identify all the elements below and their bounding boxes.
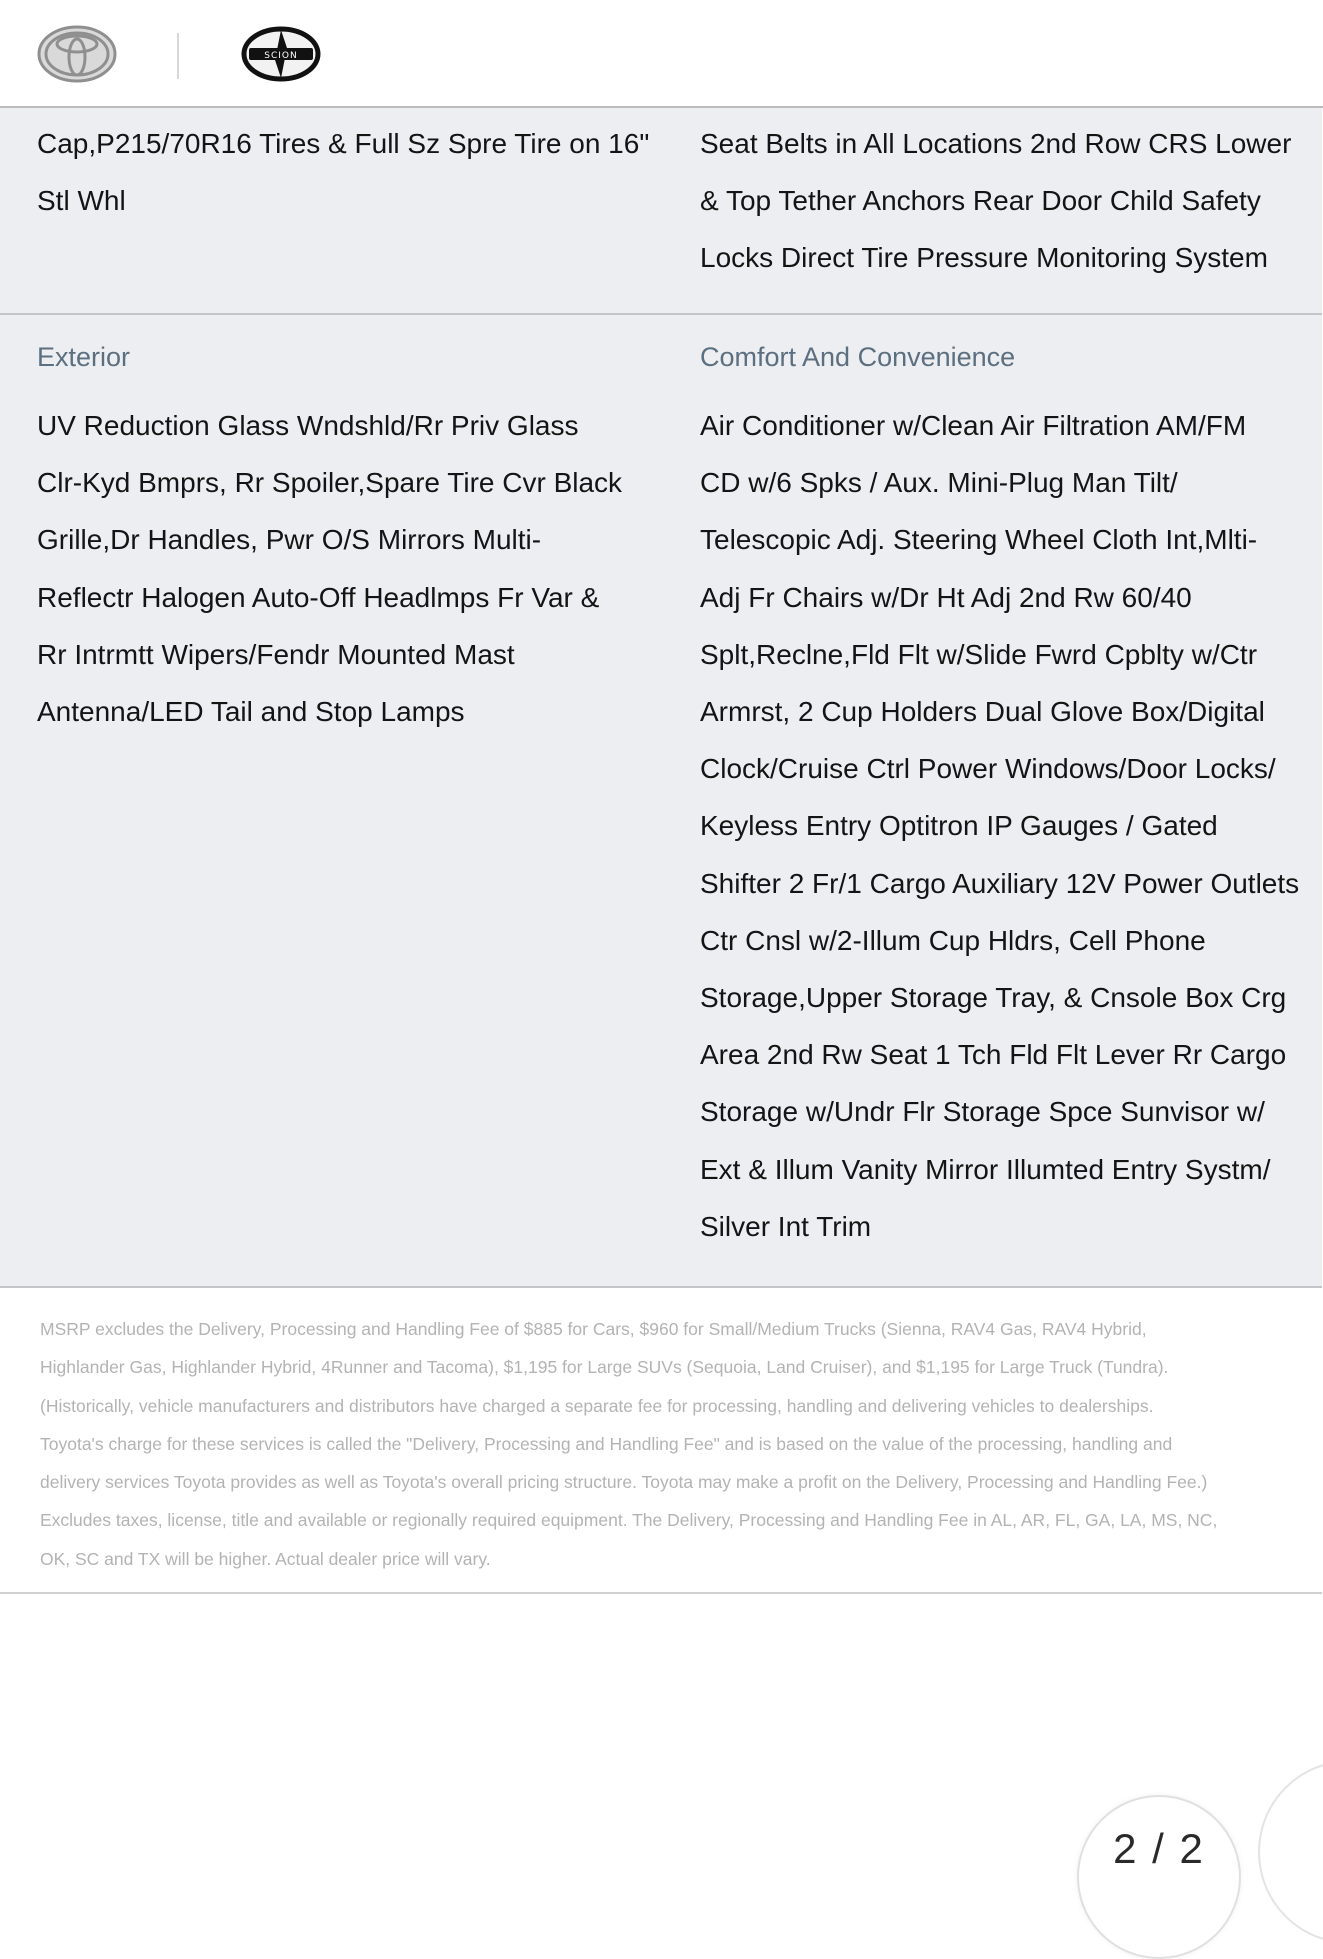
logo-divider xyxy=(177,33,179,79)
feature-line: Antenna/LED Tail and Stop Lamps xyxy=(37,696,465,728)
feature-line: Clr-Kyd Bmprs, Rr Spoiler,Spare Tire Cvr Black xyxy=(37,467,623,499)
feature-line: Armrst, 2 Cup Holders Dual Glove Box/Digital xyxy=(700,696,1265,728)
feature-line: Keyless Entry Optitron IP Gauges / Gated xyxy=(700,810,1218,842)
document-header xyxy=(0,0,1323,107)
feature-line: Reflectr Halogen Auto-Off Headlmps Fr Var & xyxy=(37,581,600,613)
disclaimer-line: Toyota's charge for these services is called the "Delivery, Processing and Handling Fee" and is based on the value of the processing, handling and xyxy=(40,1433,1173,1454)
page-counter-label: 2 / 2 xyxy=(1113,1825,1205,1872)
feature-line: Telescopic Adj. Steering Wheel Cloth Int,Mlti- xyxy=(700,524,1258,556)
page-counter xyxy=(1077,1795,1241,1959)
disclaimer-line: Excludes taxes, license, title and available or regionally required equipment. The Delivery, Processing and Handling Fee in AL, AR, FL, GA, LA, MS, NC, xyxy=(40,1510,1218,1531)
scion-emblem-icon xyxy=(241,26,321,82)
feature-line: & Top Tether Anchors Rear Door Child Safety xyxy=(700,185,1261,217)
feature-line: Splt,Reclne,Fld Flt w/Slide Fwrd Cpblty w/Ctr xyxy=(700,638,1258,670)
feature-line: Stl Whl xyxy=(37,185,126,217)
feature-line: Silver Int Trim xyxy=(700,1210,872,1242)
disclaimer-line: MSRP excludes the Delivery, Processing and Handling Fee of $885 for Cars, $960 for Small/Medium Trucks (Sienna, RAV4 Gas, RAV4 Hybrid, xyxy=(40,1319,1147,1339)
feature-line: Ext & Illum Vanity Mirror Illumted Entry Systm/ xyxy=(700,1153,1271,1185)
comfort-heading: Comfort And Convenience xyxy=(700,342,1016,372)
disclaimer-line: Highlander Gas, Highlander Hybrid, 4Runner and Tacoma), $1,195 for Large SUVs (Sequoia, Land Cruiser), and $1,195 for Large Truck (Tundra). xyxy=(40,1357,1169,1378)
feature-line: Area 2nd Rw Seat 1 Tch Fld Flt Lever Rr Cargo xyxy=(700,1039,1287,1071)
exterior-heading: Exterior xyxy=(37,342,131,372)
feature-line: Clock/Cruise Ctrl Power Windows/Door Locks/ xyxy=(700,753,1276,785)
feature-line: Storage,Upper Storage Tray, & Cnsole Box Crg xyxy=(700,982,1287,1014)
feature-line: Locks Direct Tire Pressure Monitoring System xyxy=(700,242,1268,274)
wheels-column xyxy=(37,115,657,229)
feature-line: Air Conditioner w/Clean Air Filtration AM/FM xyxy=(700,410,1247,441)
features-panel-top xyxy=(0,108,1322,315)
feature-line: Cap,P215/70R16 Tires & Full Sz Spre Tire on 16" xyxy=(37,128,650,159)
svg-text:SCION: SCION xyxy=(264,51,298,61)
exterior-column xyxy=(37,337,657,740)
disclaimer-divider xyxy=(0,1592,1322,1594)
feature-line: Adj Fr Chairs w/Dr Ht Adj 2nd Rw 60/40 xyxy=(700,581,1192,613)
feature-line: Storage w/Undr Flr Storage Spce Sunvisor w/ xyxy=(700,1096,1265,1128)
safety-column xyxy=(700,115,1320,287)
feature-line: Ctr Cnsl w/2-Illum Cup Hldrs, Cell Phone xyxy=(700,924,1206,956)
feature-line: Seat Belts in All Locations 2nd Row CRS Lower xyxy=(700,128,1292,159)
feature-line: CD w/6 Spks / Aux. Mini-Plug Man Tilt/ xyxy=(700,467,1178,499)
feature-line: Grille,Dr Handles, Pwr O/S Mirrors Multi- xyxy=(37,524,542,556)
disclaimer-line: delivery services Toyota provides as well as Toyota's overall pricing structure. Toyota may make a profit on the Delivery, Processing and Handling Fee.) xyxy=(40,1472,1208,1493)
features-panel-main xyxy=(0,315,1322,1288)
feature-line: UV Reduction Glass Wndshld/Rr Priv Glass xyxy=(37,410,579,441)
feature-line: Shifter 2 Fr/1 Cargo Auxiliary 12V Power Outlets xyxy=(700,867,1300,899)
feature-line: Rr Intrmtt Wipers/Fendr Mounted Mast xyxy=(37,638,515,670)
toyota-emblem-icon xyxy=(36,24,118,84)
msrp-disclaimer xyxy=(40,1310,1310,1578)
disclaimer-line: OK, SC and TX will be higher. Actual dealer price will vary. xyxy=(40,1548,491,1569)
comfort-column xyxy=(700,337,1320,1255)
disclaimer-line: (Historically, vehicle manufacturers and distributors have charged a separate fee for processing, handling and delivering vehicles to dealerships. xyxy=(40,1395,1154,1416)
floating-action-button[interactable] xyxy=(1258,1760,1323,1944)
